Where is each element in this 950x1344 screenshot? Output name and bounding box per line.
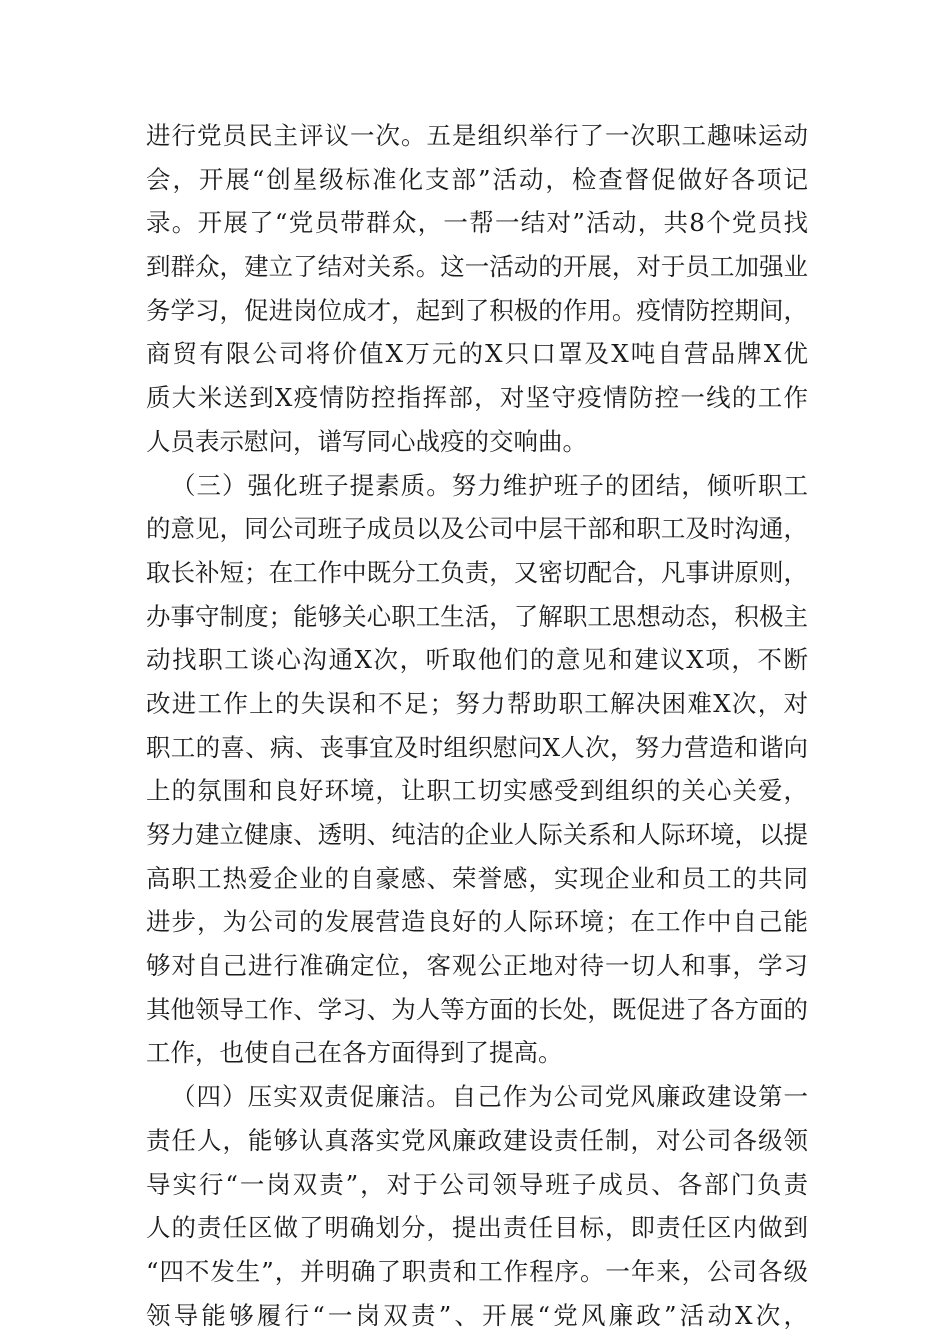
text-line: 进步，为公司的发展营造良好的人际环境；在工作中自己能 (146, 907, 808, 937)
text-line: 取长补短；在工作中既分工负责，又密切配合，凡事讲原则， (146, 557, 808, 587)
text-line: 质大米送到X疫情防控指挥部，对坚守疫情防控一线的工作 (146, 383, 808, 413)
section-heading-line: （三）强化班子提素质。努力维护班子的团结，倾听职工 (171, 470, 808, 500)
section-heading-line: （四）压实双责促廉洁。自己作为公司党风廉政建设第一 (171, 1082, 808, 1112)
text-line: 录。开展了“党员带群众，一帮一结对”活动，共8个党员找 (146, 208, 808, 238)
text-line: 工作，也使自己在各方面得到了提高。 (146, 1038, 563, 1068)
text-line: 职工的喜、病、丧事宜及时组织慰问X人次，努力营造和谐向 (146, 732, 808, 762)
text-line: 进行党员民主评议一次。五是组织举行了一次职工趣味运动 (146, 121, 808, 150)
text-line: 努力建立健康、透明、纯洁的企业人际关系和人际环境，以提 (146, 820, 808, 849)
text-line: 领导能够履行“一岗双责”、开展“党风廉政”活动X次， (146, 1300, 808, 1330)
text-line: 的意见，同公司班子成员以及公司中层干部和职工及时沟通， (146, 514, 808, 544)
text-line: 改进工作上的失误和不足；努力帮助职工解决困难X次，对 (146, 688, 808, 718)
text-line: 务学习，促进岗位成才，起到了积极的作用。疫情防控期间， (146, 295, 808, 325)
body-text (146, 114, 808, 1337)
text-line: 动找职工谈心沟通X次，听取他们的意见和建议X项，不断 (146, 645, 808, 675)
text-line: 上的氛围和良好环境，让职工切实感受到组织的关心关爱， (146, 776, 808, 806)
text-line: 高职工热爱企业的自豪感、荣誉感，实现企业和员工的共同 (146, 863, 808, 893)
text-line: “四不发生”，并明确了职责和工作程序。一年来，公司各级 (146, 1256, 808, 1286)
text-line: 够对自己进行准确定位，客观公正地对待一切人和事，学习 (146, 951, 808, 981)
text-line: 办事守制度；能够关心职工生活，了解职工思想动态，积极主 (146, 601, 808, 631)
text-line: 到群众，建立了结对关系。这一活动的开展，对于员工加强业 (146, 252, 808, 282)
text-line: 人员表示慰问，谱写同心战疫的交响曲。 (146, 426, 587, 456)
text-line: 商贸有限公司将价值X万元的X只口罩及X吨自营品牌X优 (146, 339, 808, 369)
text-line: 责任人，能够认真落实党风廉政建设责任制，对公司各级领 (146, 1125, 808, 1155)
text-line: 其他领导工作、学习、为人等方面的长处，既促进了各方面的 (146, 994, 808, 1024)
text-line: 会，开展“创星级标准化支部”活动，检查督促做好各项记 (146, 164, 808, 194)
text-line: 导实行“一岗双责”，对于公司领导班子成员、各部门负责 (146, 1169, 808, 1199)
text-line: 人的责任区做了明确划分，提出责任目标，即责任区内做到 (146, 1213, 808, 1243)
